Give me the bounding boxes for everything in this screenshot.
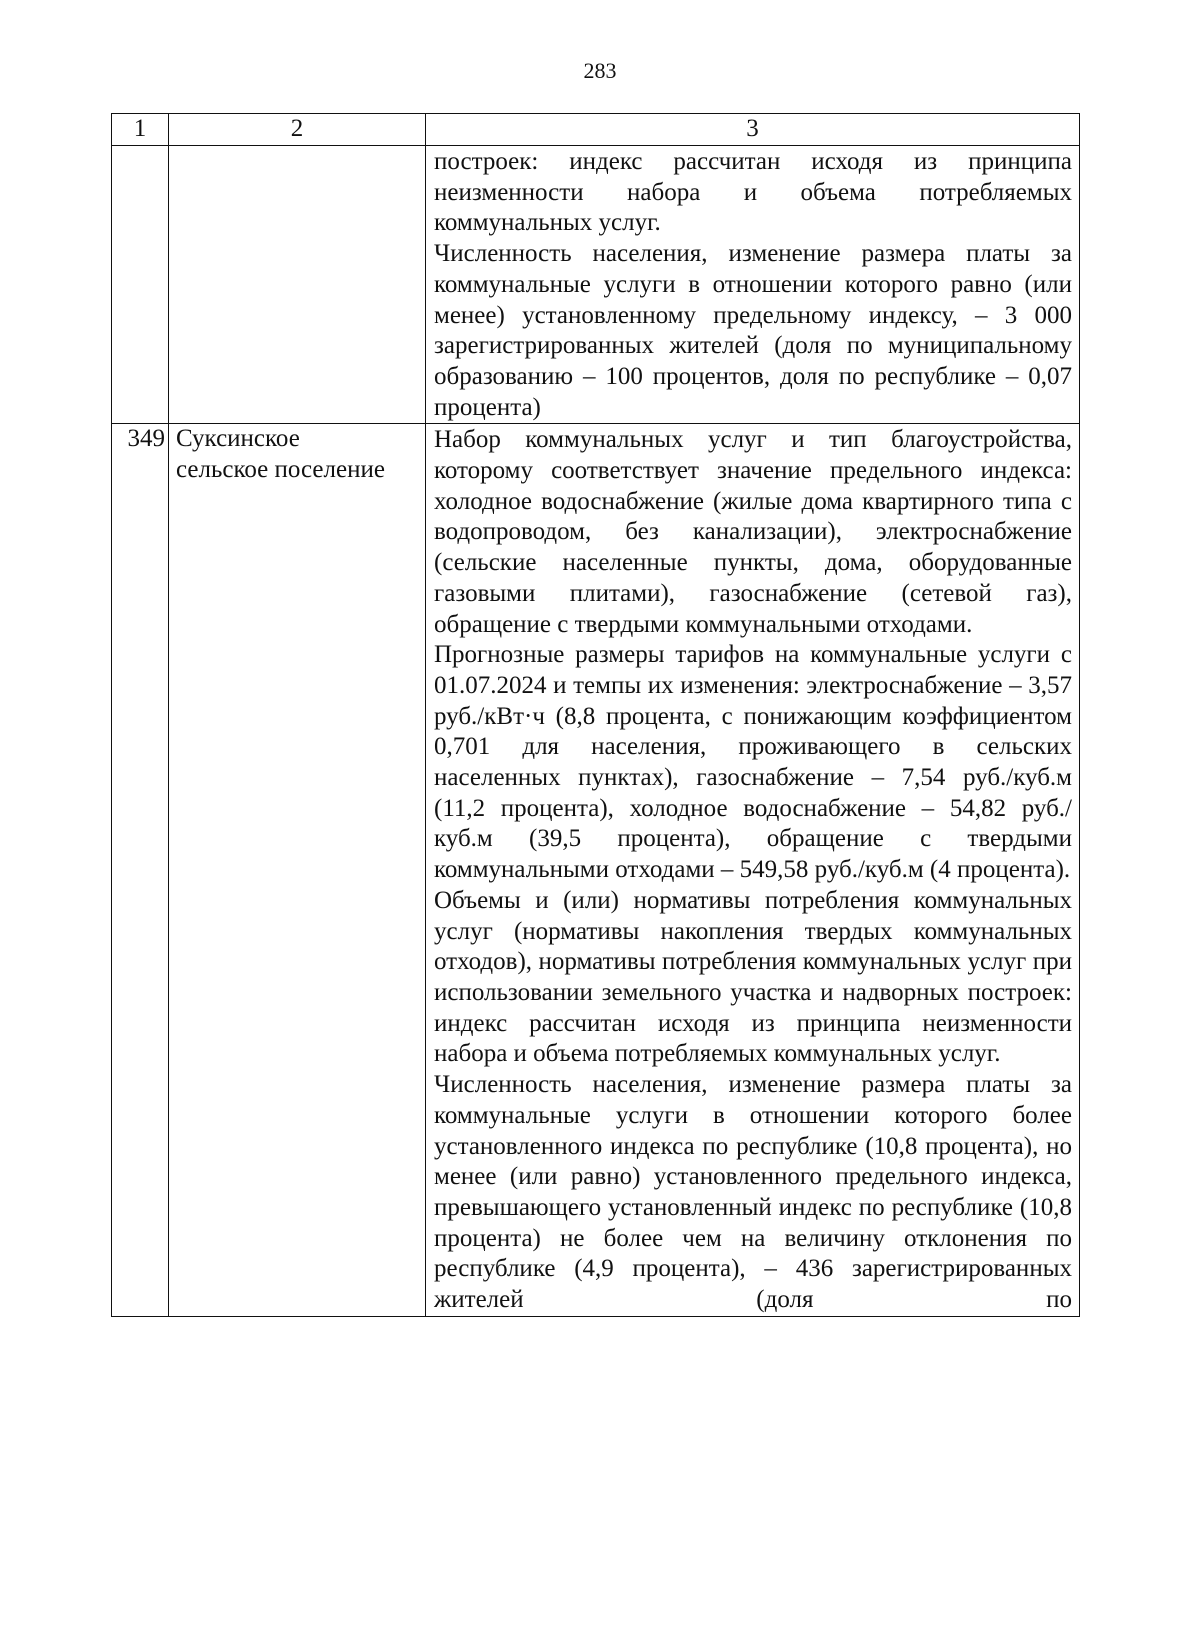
paragraph: Численность населения, изменение размера платы за коммунальные услуги в отношении которого равно (или менее) установленному предельному индексу, – 3 000 зарегистрированных жителей (доля по муниципальному образованию – 100 процентов, доля по республике – 0,07 процента) [434, 240, 1072, 421]
page-number: 283 [583, 58, 617, 83]
row-number-cell [112, 146, 169, 424]
table-row-continuation [112, 146, 1080, 424]
header-col-2: 2 [169, 114, 426, 146]
description-cell [426, 146, 1080, 424]
municipality-name-line-2: сельское поселение [176, 456, 385, 484]
header-col-3: 3 [426, 114, 1080, 146]
header-col-1: 1 [112, 114, 169, 146]
row-number-cell: 349 [112, 424, 169, 1316]
paragraph: Прогнозные размеры тарифов на коммунальные услуги с 01.07.2024 и темпы их изменения: электроснабжение – 3,57 руб./кВт·ч (8,8 процента, с понижающим коэффициентом 0,701 для населения, проживающего в сельских населенных пунктах), газоснабжение – 7,54 руб./куб.м (11,2 процента), холодное водоснабжение – 54,82 руб./куб.м (39,5 процента), обращение с твердыми коммунальными отходами – 549,58 руб./куб.м (4 процента). [434, 641, 1072, 884]
paragraph: Объемы и (или) нормативы потребления коммунальных услуг (нормативы накопления твердых коммунальных отходов), нормативы потребления коммунальных услуг при использовании земельного участка и надворных построек: индекс рассчитан исходя из принципа неизменности набора и объема потребляемых коммунальных услуг. [434, 886, 1072, 1068]
table-row-349 [112, 424, 1080, 1316]
paragraph: построек: индекс рассчитан исходя из принципа неизменности набора и объема потребляемых коммунальных услуг. [434, 148, 1072, 237]
description-cell [426, 424, 1080, 1316]
paragraph: Численность населения, изменение размера платы за коммунальные услуги в отношении которого более установленного индекса по республике (10,8 процента), но менее (или равно) установленного предельного индекса, превышающего установленный индекс по республике (10,8 процента) не более чем на величину отклонения по республике (4,9 процента), – 436 зарегистрированных жителей (доля по [434, 1071, 1072, 1314]
tariff-table [111, 113, 1080, 1317]
table-header-row [112, 114, 1080, 146]
paragraph: Набор коммунальных услуг и тип благоустройства, которому соответствует значение предельного индекса: холодное водоснабжение (жилые дома квартирного типа с водопроводом, без канализации), электроснабжение (сельские населенные пункты, дома, оборудованные газовыми плитами), газоснабжение (сетевой газ), обращение с твердыми коммунальными отходами. [434, 426, 1072, 638]
municipality-cell [169, 146, 426, 424]
municipality-cell [169, 424, 426, 1316]
municipality-name-line-1: Суксинское [176, 425, 300, 453]
